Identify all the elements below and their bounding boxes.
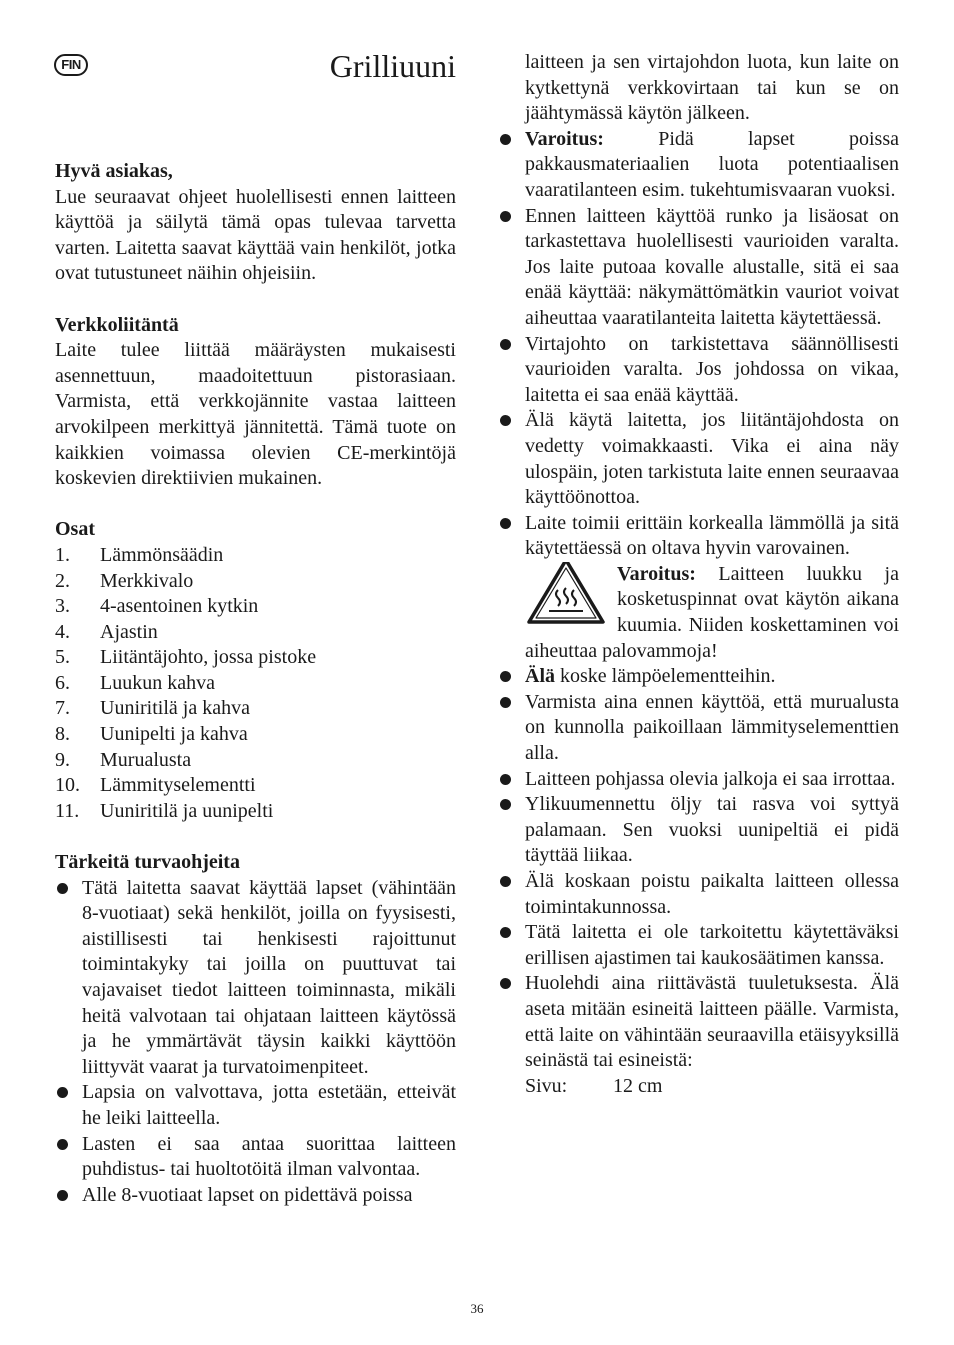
list-item	[55, 748, 456, 774]
safety-list-left	[55, 876, 456, 1209]
part-label: Uuniritilä ja uunipelti	[100, 799, 274, 822]
distance-value: 12 cm	[613, 1074, 663, 1097]
ala-text: koske lämpöelementteihin.	[555, 665, 776, 688]
hot-surface-warning	[525, 562, 899, 664]
safety-list-right-2	[525, 664, 899, 1074]
list-item	[55, 799, 456, 825]
list-item: Älä käytä laitetta, jos liitäntäjohdosta on vedetty voimakkaasti. Vika ei aina näy ulospäin, joten tarkistuta laite ennen seuraavaa käyttöönottoa.	[525, 408, 899, 510]
part-number: 8.	[55, 723, 70, 746]
parts-list	[55, 543, 456, 825]
list-item: Ylikuumennettu öljy tai rasva voi syttyä palamaan. Sen vuoksi uunipeltiä ei pidä täyttää liikaa.	[525, 792, 899, 869]
list-item	[55, 620, 456, 646]
list-item: Laite toimii erittäin korkealla lämmöllä ja sitä käytettäessä on oltava hyvin varovainen.	[525, 511, 899, 562]
part-number: 1.	[55, 543, 70, 566]
list-item: Älä koskaan poistu paikalta laitteen ollessa toimintakunnossa.	[525, 869, 899, 920]
ala-bold: Älä	[525, 665, 555, 688]
list-item	[55, 543, 456, 569]
part-number: 6.	[55, 671, 70, 694]
part-number: 11.	[55, 799, 80, 822]
part-number: 7.	[55, 697, 70, 720]
list-item: Tätä laitetta saavat käyttää lapset (vähintään 8-vuotiaat) sekä henkilöt, joilla on fyysisesti, aistillisesti tai henkisesti rajoittunut toimintakyky tai joilla on puuttuvat tai vajavaiset tiedot laitteen toiminnasta, mikäli heitä valvotaan tai ohjataan laitteen käytössä ja he ymmärtävät täysin kaikki käyttöön liittyvät vaarat ja turvatoimenpiteet.	[55, 876, 456, 1081]
mains-section	[55, 313, 456, 492]
hot-warning-label: Varoitus:	[617, 562, 696, 585]
part-label: Merkkivalo	[100, 569, 194, 592]
list-item	[55, 696, 456, 722]
list-item: Ennen laitteen käyttöä runko ja lisäosat on tarkastettava huolellisesti vaurioiden varalta. Jos laite putoaa kovalle alustalle, sitä ei saa enää käyttää: näkymättömätkin vauriot voivat aiheuttaa vaaratilanteita laitetta käytettäessä.	[525, 204, 899, 332]
continuation-text: laitteen ja sen virtajohdon luota, kun laite on kytkettynä verkkovirtaan tai kun se on jäähtymässä käytön jälkeen.	[525, 51, 899, 125]
list-item	[55, 569, 456, 595]
list-item: Laitteen pohjassa olevia jalkoja ei saa irrottaa.	[525, 767, 899, 793]
list-item	[55, 773, 456, 799]
parts-section	[55, 517, 456, 824]
part-number: 9.	[55, 748, 70, 771]
safety-section	[55, 850, 456, 1208]
list-item: Varmista aina ennen käyttöä, että murualusta on kunnolla paikoillaan lämmityselementtien alla.	[525, 690, 899, 767]
list-item: Lasten ei saa antaa suorittaa laitteen puhdistus- tai huoltotöitä ilman valvontaa.	[55, 1132, 456, 1183]
part-label: Lämmönsäädin	[100, 543, 224, 566]
intro-section	[55, 159, 456, 287]
intro-text: Lue seuraavat ohjeet huolellisesti ennen laitteen käyttöä ja säilytä tämä opas tulevaa tarvetta varten. Laitetta saavat käyttää vain henkilöt, jotka ovat tutustuneet näihin ohjeisiin.	[55, 185, 456, 285]
list-item	[525, 127, 899, 204]
mains-text: Laite tulee liittää määräysten mukaisesti asennettuun, maadoitettuun pistorasiaan. Varmista, että verkkojännite vastaa laitteen arvokilpeen merkittyä jännitettä. Tämä tuote on kaikkien voimassa olevien CE-merkintöjä koskevien direktiivien mukainen.	[55, 339, 456, 490]
list-item: Alle 8-vuotiaat lapset on pidettävä poissa	[55, 1183, 456, 1209]
list-item: Virtajohto on tarkistettava säännöllisesti vaurioiden varalta. Jos johdossa on vikaa, laitetta ei saa enää käyttää.	[525, 332, 899, 409]
right-column	[525, 50, 899, 1099]
part-number: 3.	[55, 595, 70, 618]
part-label: Murualusta	[100, 748, 192, 771]
hot-warning-text: Laitteen luukku ja kosketuspinnat ovat käytön aikana kuumia. Niiden koskettaminen voi aiheuttaa palovammoja!	[525, 562, 899, 662]
left-column	[55, 159, 456, 1208]
part-number: 10.	[55, 774, 80, 797]
warning-text: Pidä lapset poissa pakkausmateriaalien luota potentiaalisen vaaratilanteen esim. tukehtumisvaaran vuoksi.	[525, 127, 899, 201]
part-label: Luukun kahva	[100, 671, 215, 694]
distance-row	[525, 1074, 899, 1100]
language-badge: FIN	[54, 54, 88, 76]
page-title: Grilliuuni	[329, 48, 456, 84]
mains-heading: Verkkoliitäntä	[55, 313, 179, 336]
list-item	[55, 645, 456, 671]
safety-heading: Tärkeitä turvaohjeita	[55, 851, 240, 874]
part-label: Liitäntäjohto, jossa pistoke	[100, 646, 317, 669]
list-item	[525, 664, 899, 690]
part-number: 4.	[55, 620, 70, 643]
list-item	[55, 594, 456, 620]
hot-surface-warning-icon	[525, 562, 607, 626]
list-item	[55, 671, 456, 697]
part-label: Uunipelti ja kahva	[100, 723, 248, 746]
page-number: 36	[470, 1301, 484, 1316]
part-number: 5.	[55, 646, 70, 669]
part-label: 4-asentoinen kytkin	[100, 595, 259, 618]
list-item: Lapsia on valvottava, jotta estetään, etteivät he leiki laitteella.	[55, 1080, 456, 1131]
distance-label: Sivu:	[525, 1074, 568, 1097]
part-label: Ajastin	[100, 620, 158, 643]
list-item: Huolehdi aina riittävästä tuuletuksesta. Älä aseta mitään esineitä laitteen päälle. Varmista, että laite on vähintään seuraavilla etäisyyksillä seinästä tai esineistä:	[525, 971, 899, 1073]
safety-list-right	[525, 127, 899, 562]
part-label: Uuniritilä ja kahva	[100, 697, 250, 720]
list-item	[55, 722, 456, 748]
part-label: Lämmityselementti	[100, 774, 256, 797]
warning-label: Varoitus:	[525, 127, 604, 150]
list-item: Tätä laitetta ei ole tarkoitettu käytettäväksi erillisen ajastimen tai kaukosäätimen kanssa.	[525, 920, 899, 971]
intro-heading: Hyvä asiakas,	[55, 160, 173, 182]
part-number: 2.	[55, 569, 70, 592]
parts-heading: Osat	[55, 518, 95, 541]
